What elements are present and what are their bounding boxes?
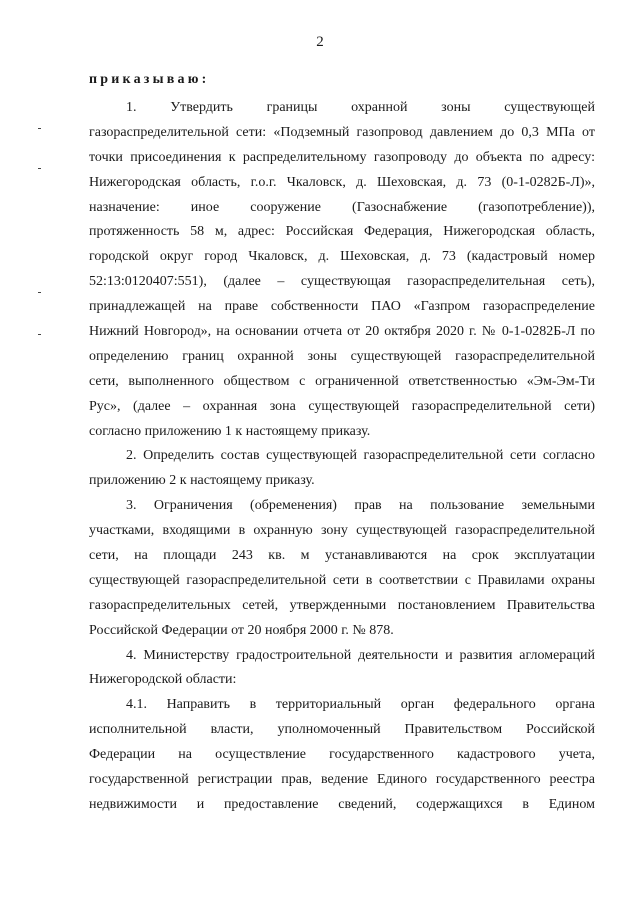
text-line: принадлежащей на праве собственности ПАО «Газпром газораспределение [89, 299, 595, 315]
text-line: приложению 2 к настоящему приказу. [89, 473, 315, 489]
text-line: газораспределительной сети: «Подземный газопровод давлением до 0,3 МПа от [89, 124, 595, 140]
text-line: Рус», (далее – охранная зона существующей газораспределительной сети) [89, 398, 595, 414]
text-line: сети, на площади 243 кв. м устанавливаются на срок эксплуатации [89, 548, 595, 564]
scan-mark [38, 334, 41, 335]
text-line: городской округ город Чкаловск, д. Шеховская, д. 73 (кадастровый номер [89, 249, 595, 265]
scan-mark [38, 128, 41, 129]
text-line: участками, входящими в охранную зону существующей газораспределительной [89, 523, 595, 539]
text-line: газораспределительных сетей, утвержденными постановлением Правительства [89, 597, 595, 613]
scan-mark [38, 292, 41, 293]
text-line: 3. Ограничения (обременения) прав на пользование земельными [126, 498, 595, 514]
document-body [89, 96, 595, 818]
text-line: недвижимости и предоставление сведений, содержащихся в Едином [89, 796, 595, 812]
text-line: назначение: иное сооружение (Газоснабжение (газопотребление)), [89, 199, 595, 215]
text-line: Нижегородская область, г.о.г. Чкаловск, д. Шеховская, д. 73 (0-1-0282Б-Л)», [89, 174, 595, 190]
scan-mark [38, 168, 41, 169]
text-line: исполнительной власти, уполномоченный Правительством Российской [89, 722, 595, 738]
text-line: согласно приложению 1 к настоящему приказу. [89, 423, 371, 439]
text-line: существующей газораспределительной сети в соответствии с Правилами охраны [89, 572, 595, 588]
order-heading: приказываю: [89, 72, 210, 87]
text-line: сети, выполненного обществом с ограниченной ответственностью «Эм-Эм-Ти [89, 373, 595, 389]
text-line: 2. Определить состав существующей газораспределительной сети согласно [126, 448, 595, 464]
text-line: протяженность 58 м, адрес: Российская Федерация, Нижегородская область, [89, 224, 595, 240]
text-line: 4.1. Направить в территориальный орган федерального органа [126, 697, 595, 713]
text-line: Федерации на осуществление государственного кадастрового учета, [89, 747, 595, 763]
text-line: Российской Федерации от 20 ноября 2000 г. № 878. [89, 622, 394, 638]
text-line: Нижегородской области: [89, 672, 237, 688]
text-line: 1. Утвердить границы охранной зоны существующей [126, 100, 595, 115]
text-line: государственной регистрации прав, ведение Единого государственного реестра [89, 772, 595, 788]
text-line: Нижний Новгород», на основании отчета от 20 октября 2020 г. № 0-1-0282Б-Л по [89, 324, 595, 340]
text-line: точки присоединения к распределительному газопроводу до объекта по адресу: [89, 149, 595, 165]
text-line: определению границ охранной зоны существующей газораспределительной [89, 348, 595, 364]
text-line: 4. Министерству градостроительной деятельности и развития агломераций [126, 647, 595, 663]
text-line: 52:13:0120407:551), (далее – существующая газораспределительная сеть), [89, 274, 595, 290]
page-number: 2 [316, 34, 324, 50]
